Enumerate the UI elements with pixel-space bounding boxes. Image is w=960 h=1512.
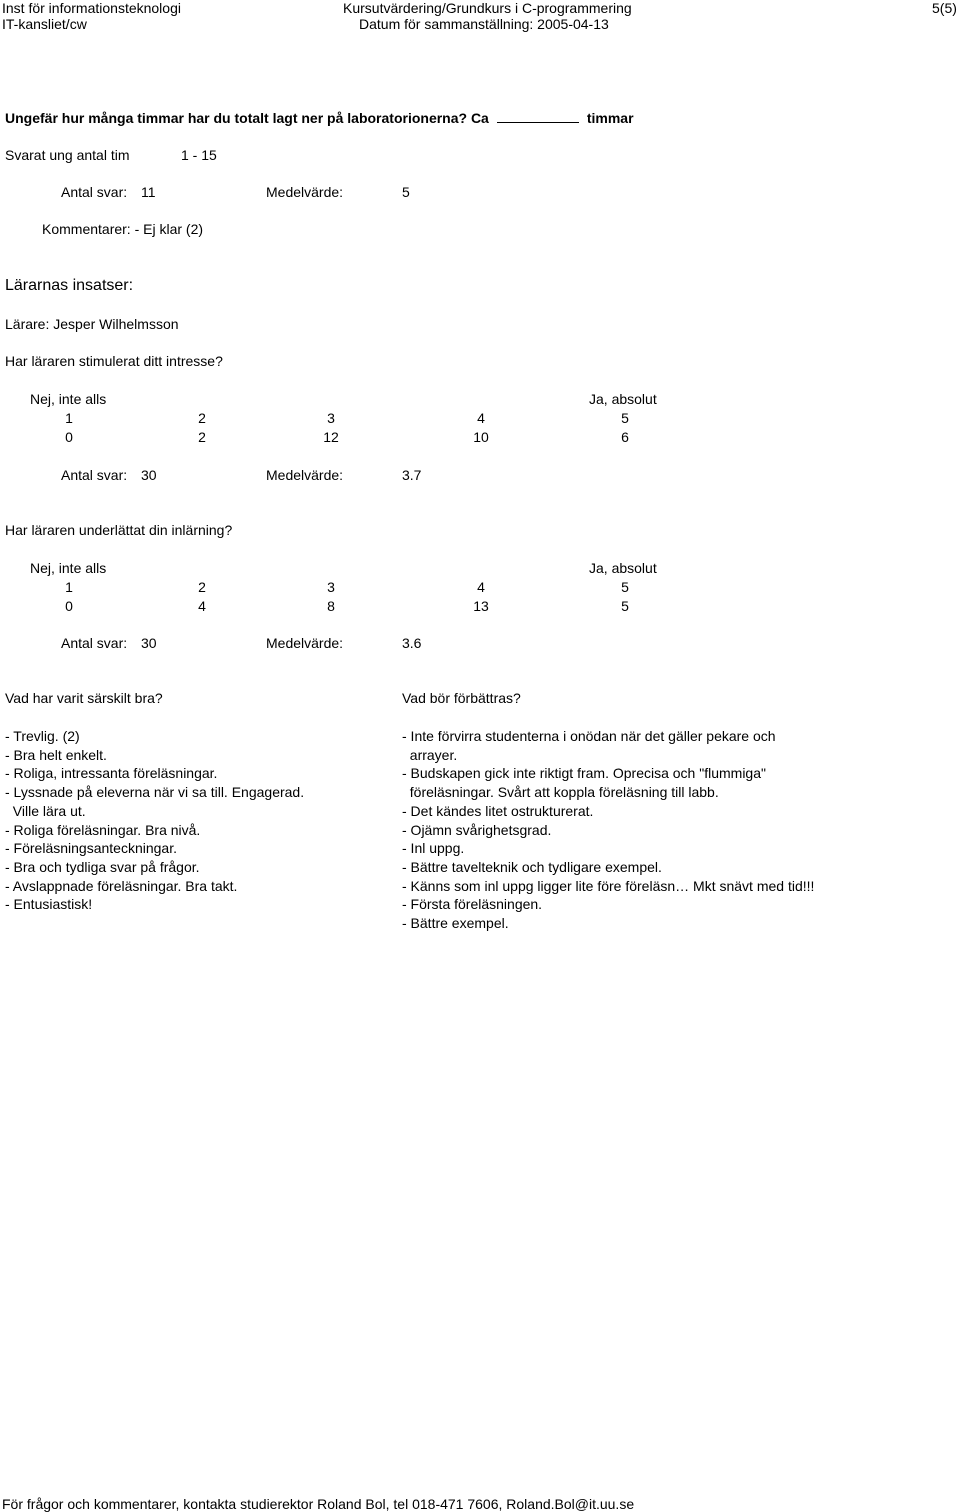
q2-scale-4: 4 [477,579,485,595]
q2-count-2: 4 [198,598,206,614]
q1-low-label: Nej, inte alls [30,391,107,407]
list-item: - Bra helt enkelt. [5,746,107,763]
q2-scale-1: 1 [65,579,73,595]
list-item: - Entusiastisk! [5,896,93,913]
teacher-name: Lärare: Jesper Wilhelmsson [5,316,179,332]
lab-count-value: 11 [141,184,156,200]
lab-comments: Kommentarer: - Ej klar (2) [42,221,204,237]
q1-scale-4: 4 [477,410,485,426]
answer-blank [497,109,579,123]
q1-scale-3: 3 [327,410,335,426]
q2-low-label: Nej, inte alls [30,560,107,576]
q1-scale-5: 5 [621,410,629,426]
q1-scale-2: 2 [198,410,206,426]
list-item: föreläsningar. Svårt att koppla föreläsning till labb. [402,784,719,801]
good-heading: Vad har varit särskilt bra? [5,690,163,706]
list-item: - Bättre tavelteknik och tydligare exempel. [402,858,662,875]
q1-count-5: 6 [621,429,629,445]
list-item: - Lyssnade på eleverna när vi sa till. Engagerad. [5,784,305,801]
lab-count-label: Antal svar: [61,184,128,200]
list-item: - Det kändes litet ostrukturerat. [402,802,594,819]
list-item: - Bra och tydliga svar på frågor. [5,858,200,875]
q2-mean-label: Medelvärde: [266,635,344,651]
page-number: 5(5) [932,0,957,16]
list-item: arrayer. [402,746,458,763]
lab-question-text: Ungefär hur många timmar har du totalt lagt ner på laboratorionerna? Ca [5,110,489,126]
list-item: - Roliga föreläsningar. Bra nivå. [5,821,201,838]
lab-mean-label: Medelvärde: [266,184,344,200]
q2-mean-value: 3.6 [402,635,422,651]
list-item: - Känns som inl uppg ligger lite före föreläsn… Mkt snävt med tid!!! [402,877,815,894]
lab-hours-question [5,109,634,126]
q1-high-label: Ja, absolut [589,391,657,407]
lab-mean-value: 5 [402,184,410,200]
list-item: - Ojämn svårighetsgrad. [402,821,552,838]
q2-scale-2: 2 [198,579,206,595]
list-item: - Budskapen gick inte riktigt fram. Oprecisa och "flummiga" [402,765,766,782]
list-item: - Inte förvirra studenterna i onödan när det gäller pekare och [402,728,776,744]
improve-heading: Vad bör förbättras? [402,690,521,706]
list-item: - Föreläsningsanteckningar. [5,840,177,857]
q2-count-4: 13 [473,598,489,614]
range-label: Svarat ung antal tim [5,147,130,163]
list-item: - Första föreläsningen. [402,896,543,913]
q1-count-4: 10 [473,429,489,445]
q2-scale-3: 3 [327,579,335,595]
q2-scale-5: 5 [621,579,629,595]
list-item: - Trevlig. (2) [5,728,80,744]
footer-contact: För frågor och kommentarer, kontakta studierektor Roland Bol, tel 018-471 7606, Roland.Bol@it.uu.se [2,1496,635,1512]
q1-question: Har läraren stimulerat ditt intresse? [5,353,223,369]
header-office: IT-kansliet/cw [2,16,87,32]
q1-mean-value: 3.7 [402,467,422,483]
header-course: Kursutvärdering/Grundkurs i C-programmering [343,0,632,16]
q2-count-label: Antal svar: [61,635,128,651]
q1-count-value: 30 [141,467,157,483]
range-value: 1 - 15 [181,147,217,163]
q1-count-2: 2 [198,429,206,445]
q2-count-value: 30 [141,635,157,651]
q2-question: Har läraren underlättat din inlärning? [5,522,233,538]
good-list [5,727,304,914]
q2-count-3: 8 [327,598,335,614]
q1-count-label: Antal svar: [61,467,128,483]
q1-scale-1: 1 [65,410,73,426]
improve-list [402,727,814,933]
list-item: - Inl uppg. [402,840,465,857]
list-item: Ville lära ut. [5,802,86,819]
q1-mean-label: Medelvärde: [266,467,344,483]
q1-count-1: 0 [65,429,73,445]
section-heading-teachers: Lärarnas insatser: [5,277,134,294]
lab-question-unit: timmar [586,110,634,126]
q2-count-1: 0 [65,598,73,614]
q2-high-label: Ja, absolut [589,560,657,576]
header-institution: Inst för informationsteknologi [2,0,181,16]
header-date: Datum för sammanställning: 2005-04-13 [359,16,609,32]
list-item: - Avslappnade föreläsningar. Bra takt. [5,877,238,894]
q2-count-5: 5 [621,598,629,614]
list-item: - Bättre exempel. [402,915,509,932]
q1-count-3: 12 [323,429,339,445]
list-item: - Roliga, intressanta föreläsningar. [5,765,218,782]
